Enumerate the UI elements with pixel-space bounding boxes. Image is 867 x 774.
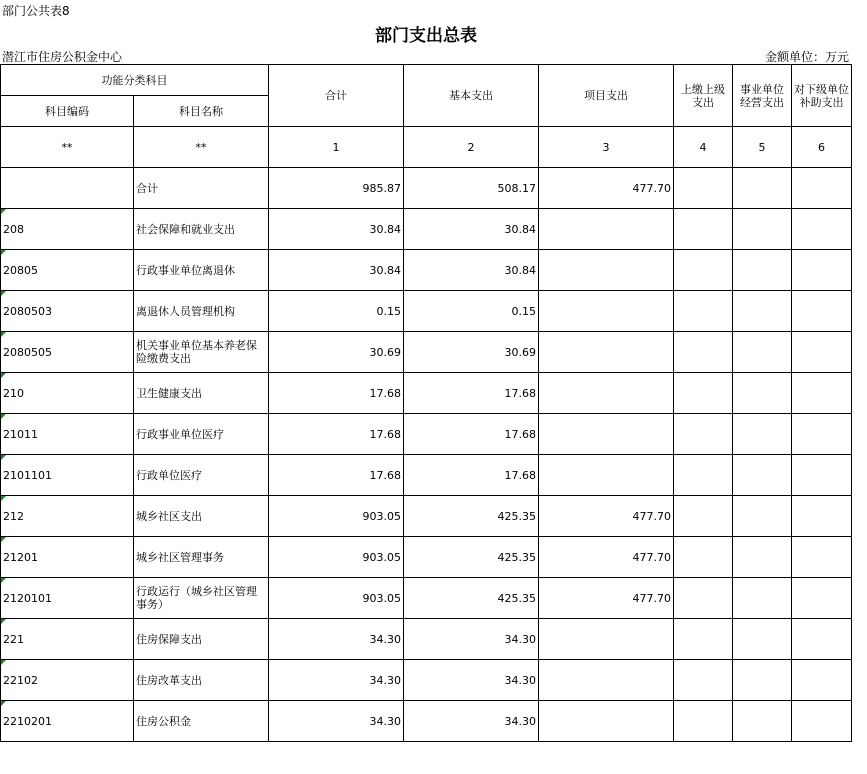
- index-cell: **: [1, 127, 134, 168]
- index-cell: 3: [539, 127, 674, 168]
- row-basic: 17.68: [404, 373, 539, 414]
- row-name: 合计: [134, 168, 269, 209]
- row-pay-upper: [674, 701, 733, 742]
- row-subsidy: [792, 373, 852, 414]
- table-row: [1, 250, 852, 291]
- table-row: [1, 619, 852, 660]
- cell-marker-icon: [1, 250, 6, 255]
- row-project: [539, 455, 674, 496]
- row-code: 210: [1, 373, 134, 414]
- row-subsidy: [792, 701, 852, 742]
- row-subsidy: [792, 537, 852, 578]
- row-pay-upper: [674, 168, 733, 209]
- table-row: [1, 414, 852, 455]
- row-total: 17.68: [269, 414, 404, 455]
- row-code: 2120101: [1, 578, 134, 619]
- row-code: 2080505: [1, 332, 134, 373]
- row-total: 34.30: [269, 701, 404, 742]
- cell-marker-icon: [1, 496, 6, 501]
- header-total: 合计: [269, 65, 404, 127]
- cell-marker-icon: [1, 414, 6, 419]
- row-business: [733, 332, 792, 373]
- cell-marker-icon: [1, 455, 6, 460]
- row-project: 477.70: [539, 537, 674, 578]
- row-pay-upper: [674, 660, 733, 701]
- table-row: [1, 455, 852, 496]
- row-total: 903.05: [269, 578, 404, 619]
- row-basic: 34.30: [404, 660, 539, 701]
- header-name: 科目名称: [134, 96, 269, 127]
- row-business: [733, 537, 792, 578]
- row-code: 208: [1, 209, 134, 250]
- table-row: [1, 291, 852, 332]
- row-subsidy: [792, 660, 852, 701]
- table-row: [1, 701, 852, 742]
- cell-marker-icon: [1, 578, 6, 583]
- row-total: 0.15: [269, 291, 404, 332]
- index-cell: 4: [674, 127, 733, 168]
- row-project: [539, 291, 674, 332]
- row-pay-upper: [674, 537, 733, 578]
- row-code: [1, 168, 134, 209]
- row-code: 2101101: [1, 455, 134, 496]
- row-total: 34.30: [269, 619, 404, 660]
- row-total: 30.84: [269, 209, 404, 250]
- unit-name: 潜江市住房公积金中心: [2, 50, 123, 64]
- form-id: 部门公共表8: [2, 4, 70, 18]
- cell-marker-icon: [1, 291, 6, 296]
- row-business: [733, 578, 792, 619]
- row-business: [733, 373, 792, 414]
- row-total: 30.84: [269, 250, 404, 291]
- index-cell: **: [134, 127, 269, 168]
- row-project: [539, 250, 674, 291]
- row-name: 卫生健康支出: [134, 373, 269, 414]
- index-cell: 5: [733, 127, 792, 168]
- row-total: 17.68: [269, 455, 404, 496]
- row-pay-upper: [674, 250, 733, 291]
- table-row: [1, 537, 852, 578]
- row-name: 住房公积金: [134, 701, 269, 742]
- row-subsidy: [792, 496, 852, 537]
- row-project: [539, 619, 674, 660]
- row-basic: 508.17: [404, 168, 539, 209]
- row-project: 477.70: [539, 168, 674, 209]
- header-subsidy: 对下级单位补助支出: [792, 65, 852, 127]
- row-name: 社会保障和就业支出: [134, 209, 269, 250]
- row-name: 城乡社区支出: [134, 496, 269, 537]
- row-name: 机关事业单位基本养老保险缴费支出: [134, 332, 269, 373]
- row-subsidy: [792, 250, 852, 291]
- row-project: [539, 209, 674, 250]
- header-business: 事业单位经营支出: [733, 65, 792, 127]
- row-business: [733, 209, 792, 250]
- index-row: [1, 127, 852, 168]
- row-subsidy: [792, 168, 852, 209]
- row-subsidy: [792, 455, 852, 496]
- row-total: 34.30: [269, 660, 404, 701]
- row-business: [733, 250, 792, 291]
- row-subsidy: [792, 578, 852, 619]
- row-subsidy: [792, 209, 852, 250]
- cell-marker-icon: [1, 701, 6, 706]
- row-business: [733, 701, 792, 742]
- index-cell: 1: [269, 127, 404, 168]
- row-basic: 0.15: [404, 291, 539, 332]
- row-total: 30.69: [269, 332, 404, 373]
- header-project: 项目支出: [539, 65, 674, 127]
- table-row: [1, 373, 852, 414]
- row-project: [539, 701, 674, 742]
- row-project: [539, 332, 674, 373]
- row-basic: 425.35: [404, 578, 539, 619]
- amount-unit: 金额单位：万元: [764, 50, 849, 64]
- row-pay-upper: [674, 578, 733, 619]
- cell-marker-icon: [1, 373, 6, 378]
- row-basic: 17.68: [404, 414, 539, 455]
- table-row: [1, 332, 852, 373]
- row-basic: 34.30: [404, 619, 539, 660]
- row-total: 903.05: [269, 496, 404, 537]
- row-pay-upper: [674, 455, 733, 496]
- row-total: 985.87: [269, 168, 404, 209]
- row-name: 行政运行（城乡社区管理事务）: [134, 578, 269, 619]
- row-code: 21201: [1, 537, 134, 578]
- page-title: 部门支出总表: [375, 26, 477, 46]
- cell-marker-icon: [1, 537, 6, 542]
- row-basic: 425.35: [404, 496, 539, 537]
- row-business: [733, 168, 792, 209]
- row-basic: 34.30: [404, 701, 539, 742]
- row-business: [733, 455, 792, 496]
- row-pay-upper: [674, 209, 733, 250]
- row-project: [539, 414, 674, 455]
- cell-marker-icon: [1, 332, 6, 337]
- row-business: [733, 619, 792, 660]
- index-cell: 2: [404, 127, 539, 168]
- row-subsidy: [792, 291, 852, 332]
- index-cell: 6: [792, 127, 852, 168]
- row-code: 21011: [1, 414, 134, 455]
- row-code: 20805: [1, 250, 134, 291]
- row-basic: 425.35: [404, 537, 539, 578]
- table-row: [1, 209, 852, 250]
- row-project: 477.70: [539, 496, 674, 537]
- row-code: 221: [1, 619, 134, 660]
- table-row: [1, 168, 852, 209]
- table-row: [1, 578, 852, 619]
- row-code: 2080503: [1, 291, 134, 332]
- row-business: [733, 291, 792, 332]
- row-code: 2210201: [1, 701, 134, 742]
- row-name: 住房改革支出: [134, 660, 269, 701]
- row-basic: 30.84: [404, 250, 539, 291]
- row-code: 22102: [1, 660, 134, 701]
- row-basic: 17.68: [404, 455, 539, 496]
- table-row: [1, 496, 852, 537]
- row-subsidy: [792, 414, 852, 455]
- row-basic: 30.69: [404, 332, 539, 373]
- header-pay-upper: 上缴上级支出: [674, 65, 733, 127]
- row-business: [733, 414, 792, 455]
- row-business: [733, 660, 792, 701]
- row-code: 212: [1, 496, 134, 537]
- row-name: 行政事业单位离退休: [134, 250, 269, 291]
- row-project: [539, 660, 674, 701]
- header-basic: 基本支出: [404, 65, 539, 127]
- row-total: 17.68: [269, 373, 404, 414]
- header-function-category: 功能分类科目: [1, 65, 269, 96]
- row-total: 903.05: [269, 537, 404, 578]
- row-name: 离退休人员管理机构: [134, 291, 269, 332]
- row-pay-upper: [674, 332, 733, 373]
- header-code: 科目编码: [1, 96, 134, 127]
- cell-marker-icon: [1, 619, 6, 624]
- row-subsidy: [792, 332, 852, 373]
- row-pay-upper: [674, 414, 733, 455]
- row-business: [733, 496, 792, 537]
- table-row: [1, 660, 852, 701]
- row-pay-upper: [674, 619, 733, 660]
- expenditure-table: [0, 64, 852, 742]
- row-project: 477.70: [539, 578, 674, 619]
- row-pay-upper: [674, 373, 733, 414]
- row-name: 行政单位医疗: [134, 455, 269, 496]
- row-pay-upper: [674, 291, 733, 332]
- cell-marker-icon: [1, 209, 6, 214]
- row-name: 行政事业单位医疗: [134, 414, 269, 455]
- row-name: 住房保障支出: [134, 619, 269, 660]
- row-subsidy: [792, 619, 852, 660]
- cell-marker-icon: [1, 660, 6, 665]
- row-name: 城乡社区管理事务: [134, 537, 269, 578]
- row-basic: 30.84: [404, 209, 539, 250]
- row-pay-upper: [674, 496, 733, 537]
- row-project: [539, 373, 674, 414]
